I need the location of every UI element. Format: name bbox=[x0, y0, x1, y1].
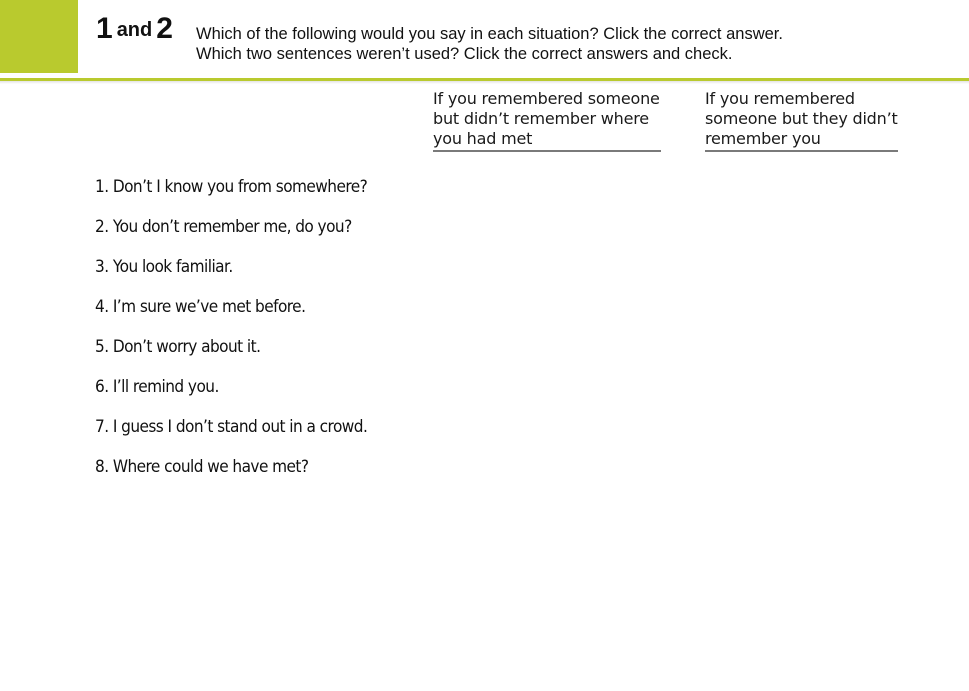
column-header-line: If you remembered someone bbox=[433, 89, 660, 108]
sentence-item[interactable]: 2. You don’t remember me, do you? bbox=[95, 217, 352, 236]
column-header-line: but didn’t remember where bbox=[433, 109, 649, 128]
sentence-item[interactable]: 7. I guess I don’t stand out in a crowd. bbox=[95, 417, 368, 436]
exercise-number-and: and bbox=[116, 19, 153, 41]
exercise-number bbox=[96, 12, 173, 46]
sentence-item[interactable]: 4. I’m sure we’ve met before. bbox=[95, 297, 306, 316]
instructions bbox=[196, 24, 783, 64]
column-header-line: you had met bbox=[433, 129, 533, 148]
column-header-line: If you remembered bbox=[705, 89, 855, 108]
exercise-number-second: 2 bbox=[156, 12, 173, 45]
sentence-item[interactable]: 8. Where could we have met? bbox=[95, 457, 309, 476]
instruction-line-2: Which two sentences weren’t used? Click the correct answers and check. bbox=[196, 45, 733, 63]
sentence-list bbox=[95, 176, 388, 496]
exercise-number-first: 1 bbox=[96, 12, 113, 45]
column-header-forgot-place bbox=[433, 89, 661, 152]
column-header-line: someone but they didn’t bbox=[705, 109, 898, 128]
sentence-item[interactable]: 5. Don’t worry about it. bbox=[95, 337, 261, 356]
sentence-item[interactable]: 6. I’ll remind you. bbox=[95, 377, 219, 396]
sentence-item[interactable]: 3. You look familiar. bbox=[95, 257, 233, 276]
instruction-line-1: Which of the following would you say in each situation? Click the correct answer. bbox=[196, 25, 783, 43]
column-header-line: remember you bbox=[705, 129, 821, 148]
header-accent-block bbox=[0, 0, 78, 73]
column-header-not-remembered bbox=[705, 89, 898, 152]
header-divider-shadow bbox=[0, 81, 969, 84]
sentence-item[interactable]: 1. Don’t I know you from somewhere? bbox=[95, 177, 368, 196]
